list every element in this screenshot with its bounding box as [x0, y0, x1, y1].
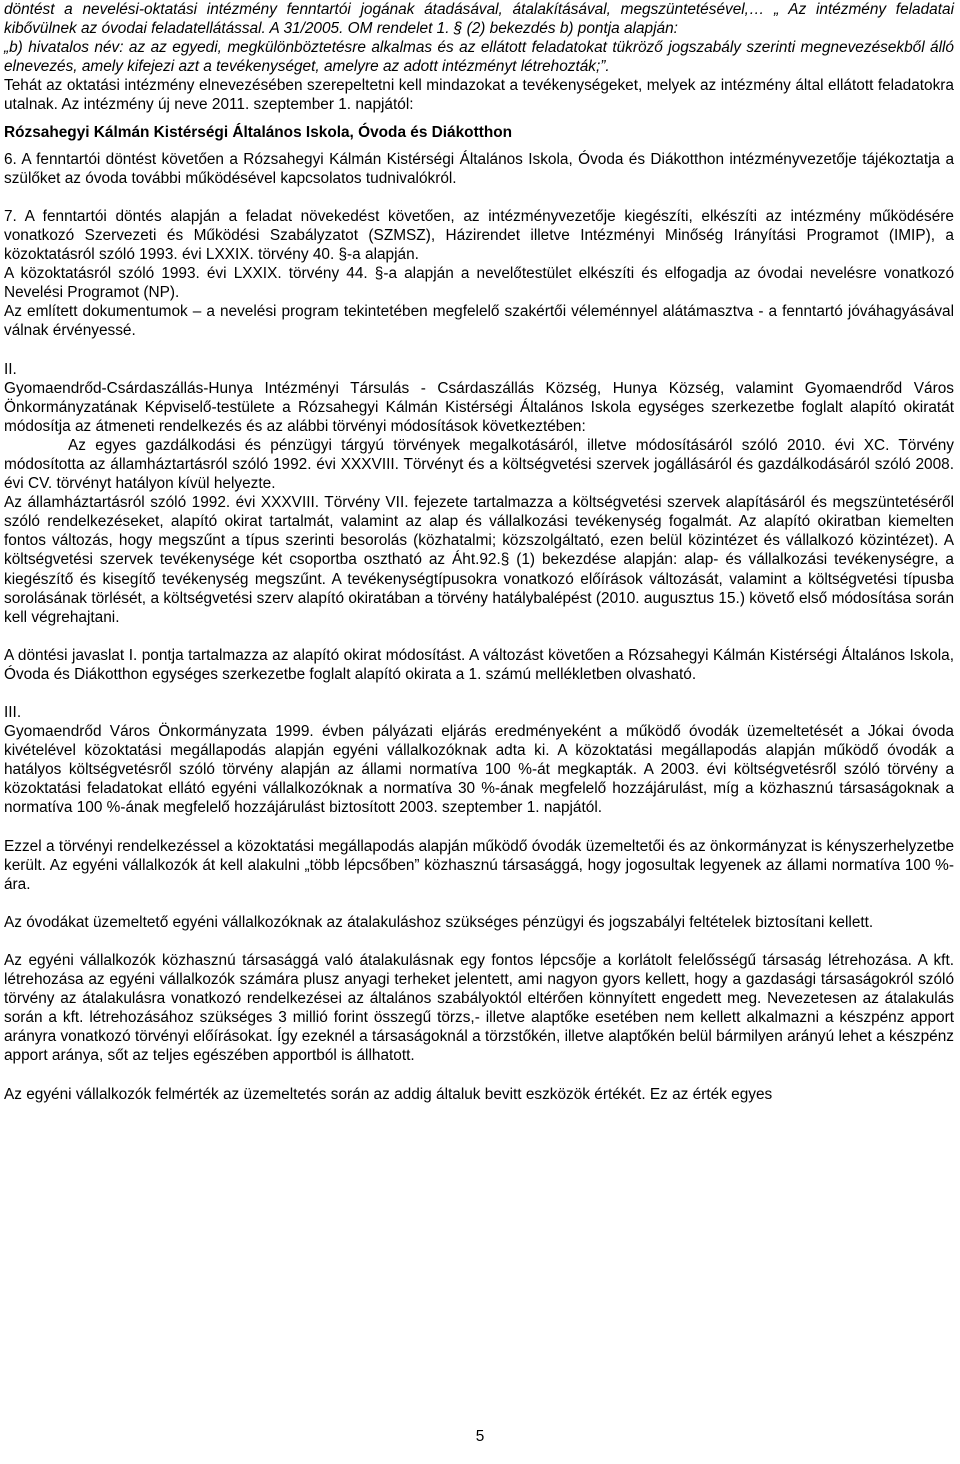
forced-situation-paragraph: Ezzel a törvényi rendelkezéssel a közoktatási megállapodás alapján működő óvodák üzemeltetői és az önkormányzat is kényszerhelyzetbe került. Az egyéni vállalkozók át kell alakulni „több lépcsőben” közhasznú társasággá, hogy jogosultak legyenek az állami normatíva 100 %-ára.	[4, 837, 954, 893]
new-institution-name: Rózsahegyi Kálmán Kistérségi Általános Iskola, Óvoda és Diákotthon	[4, 123, 513, 141]
conditions-paragraph: Az óvodákat üzemeltető egyéni vállalkozóknak az átalakuláshoz szükséges pénzügyi és jogszabályi feltételek biztosítani kellett.	[4, 913, 874, 931]
section-heading-iii: III.	[4, 704, 22, 721]
page-number: 5	[475, 1428, 485, 1445]
kft-paragraph: Az egyéni vállalkozók közhasznú társasággá való átalakulásnak egy fontos lépcsője a korlátolt felelősségű társaság létrehozása. A kft. létrehozása az egyéni vállalkozók számára plusz anyagi terheket jelentett, ami nagyon gyors kellett, hogy a gazdasági társaságokról szóló törvény az átalakulásra vonatkozó rendelkezései az általános szabályoktól eltérően könnyített engedett meg. Nevezetesen az átalakulás során a kft. létrehozásához szükséges 3 millió forint összegű törzs,- illetve alaptőke esetében nem kellett alkalmazni a készpénz apport arányra vonatkozó törvényi előírásokat. Így ezeknél a társaságoknál a törzstőkén, illetve alaptőkén belül bármilyen arányú lehet a készpénz apport aránya, sőt az teljes egészében apportból is állhatott.	[4, 951, 954, 1065]
section-heading-ii: II.	[4, 360, 17, 378]
point-6-paragraph: 6. A fenntartói döntést követően a Rózsahegyi Kálmán Kistérségi Általános Iskola, Óvoda és Diákotthon intézményvezetője tájékoztatja a szülőket az óvoda további működésével kapcsolatos tudnivalókról.	[4, 150, 954, 187]
point-7-paragraph: 7. A fenntartói döntés alapján a feladat növekedést követően, az intézményvezetője kiegészíti, elkészíti az intézmény működésére vonatkozó Szervezeti és Működési Szabályzatot (SZMSZ), Házirendet illetve Intézményi Minőség Irányítási Programot (IMIP), a közoktatásról szóló 1993. évi LXXIX. törvény 40. §-a alapján.	[4, 207, 954, 264]
documents-validity-paragraph: Az említett dokumentumok – a nevelési program tekintetében megfelelő szakértői véleménnyel alátámasztva - a fenntartó jóváhagyásával válnak érvényessé.	[4, 303, 954, 340]
association-paragraph: Gyomaendrőd-Csárdaszállás-Hunya Intézményi Társulás - Csárdaszállás Község, Hunya Község, valamint Gyomaendrőd Város Önkormányzatának Képviselő-testülete a Rózsahegyi Kálmán Kistérségi Általános Iskola egységes szerkezetbe foglalt alapító okiratát módosítja az átmeneti rendelkezés és az alábbi törvényi módosítások következtében:	[4, 379, 954, 435]
law-amendment-paragraph: Az egyes gazdálkodási és pénzügyi tárgyú törvények megalkotásáról, illetve módosításáról szóló 2010. évi XC. Törvény módosította az államháztartásról szóló 1992. évi XXXVIII. Törvényt és a költségvetési szervek jogállásáról és gazdálkodásáról szóló 2008. évi CV. törvényt hatályon kívül helyezte.	[4, 436, 954, 493]
proposal-paragraph: A döntési javaslat I. pontja tartalmazza az alapító okirat módosítást. A változást követően a Rózsahegyi Kálmán Kistérségi Általános Iskola, Óvoda és Diákotthon egységes szerkezetbe foglalt alapító okirata a 1. számú mellékletben olvasható.	[4, 646, 954, 683]
legal-quote-paragraph: „b) hivatalos név: az az egyedi, megkülönböztetésre alkalmas és az ellátott feladatokat tükröző jogszabály szerinti megnevezésekből álló elnevezés, amely kifejezi azt a tevékenységet, amelyre az adott intézményt létrehozták;”.	[4, 39, 954, 76]
kindergarten-history-paragraph: Gyomaendrőd Város Önkormányzata 1999. évben pályázati eljárás eredményeként a működő óvodák üzemeltetését a Jókai óvoda kivételével közoktatási megállapodás alapján egyéni vállalkozóknak adta ki. A közoktatási megállapodás alapján működő óvodák a hatályos költségvetésről szóló törvény alapján az állami normatíva 100 %-át megkapták. A 2003. évi költségvetésről szóló törvény a közoktatási feladatokat ellátó egyéni vállalkozóknak a normatíva 30 %-ának megfelelő hozzájárulást, míg a közhasznú társaságoknak a normatíva 100 %-ának megfelelő hozzájárulást biztosított 2003. szeptember 1. napjától.	[4, 723, 954, 817]
name-explanation-paragraph: Tehát az oktatási intézmény elnevezésében szerepeltetni kell mindazokat a tevékenységeket, melyek az intézmény által ellátott feladatokra utalnak. Az intézmény új neve 2011. szeptember 1. napjától:	[4, 77, 954, 114]
assets-paragraph: Az egyéni vállalkozók felmérték az üzemeltetés során az addig általuk bevitt eszközök értékét. Ez az érték egyes	[4, 1085, 773, 1103]
public-finance-paragraph: Az államháztartásról szóló 1992. évi XXXVIII. Törvény VII. fejezete tartalmazza a költségvetési szervek alapításáról és megszüntetéséről szóló rendelkezéseket, alapító okirat tartalmát, valamint az alap és vállalkozási tevékenység fogalmát. Az alapító okiratban kiemelten fontos változás, hogy megszűnt a típus szerinti besorolás (közhatalmi; közszolgáltató, ezen belül közintézet és vállalkozó közintézet). A költségvetési szervek tevékenysége két csoportba osztható az Áht.92.§ (1) bekezdése alapján: alap- és vállalkozási tevékenységre, a kiegészítő és kisegítő tevékenység megszűnt. A tevékenységtípusokra vonatkozó előírások változását, valamint a költségvetési típusba sorolásának törlését, a költségvetési szerv alapító okiratában a törvény hatálybalépést (2010. augusztus 15.) követő első módosítása során kell végrehajtani.	[4, 494, 954, 626]
intro-paragraph: döntést a nevelési-oktatási intézmény fenntartói jogának átadásával, átalakításával, megszüntetésével,… „ Az intézmény feladatai kibővülnek az óvodai feladatellátással. A 31/2005. OM rendelet 1. § (2) bekezdés b) pontja alapján:	[4, 1, 954, 38]
education-law-paragraph: A közoktatásról szóló 1993. évi LXXIX. törvény 44. §-a alapján a nevelőtestület elkészíti és elfogadja az óvodai nevelésre vonatkozó Nevelési Programot (NP).	[4, 265, 954, 302]
